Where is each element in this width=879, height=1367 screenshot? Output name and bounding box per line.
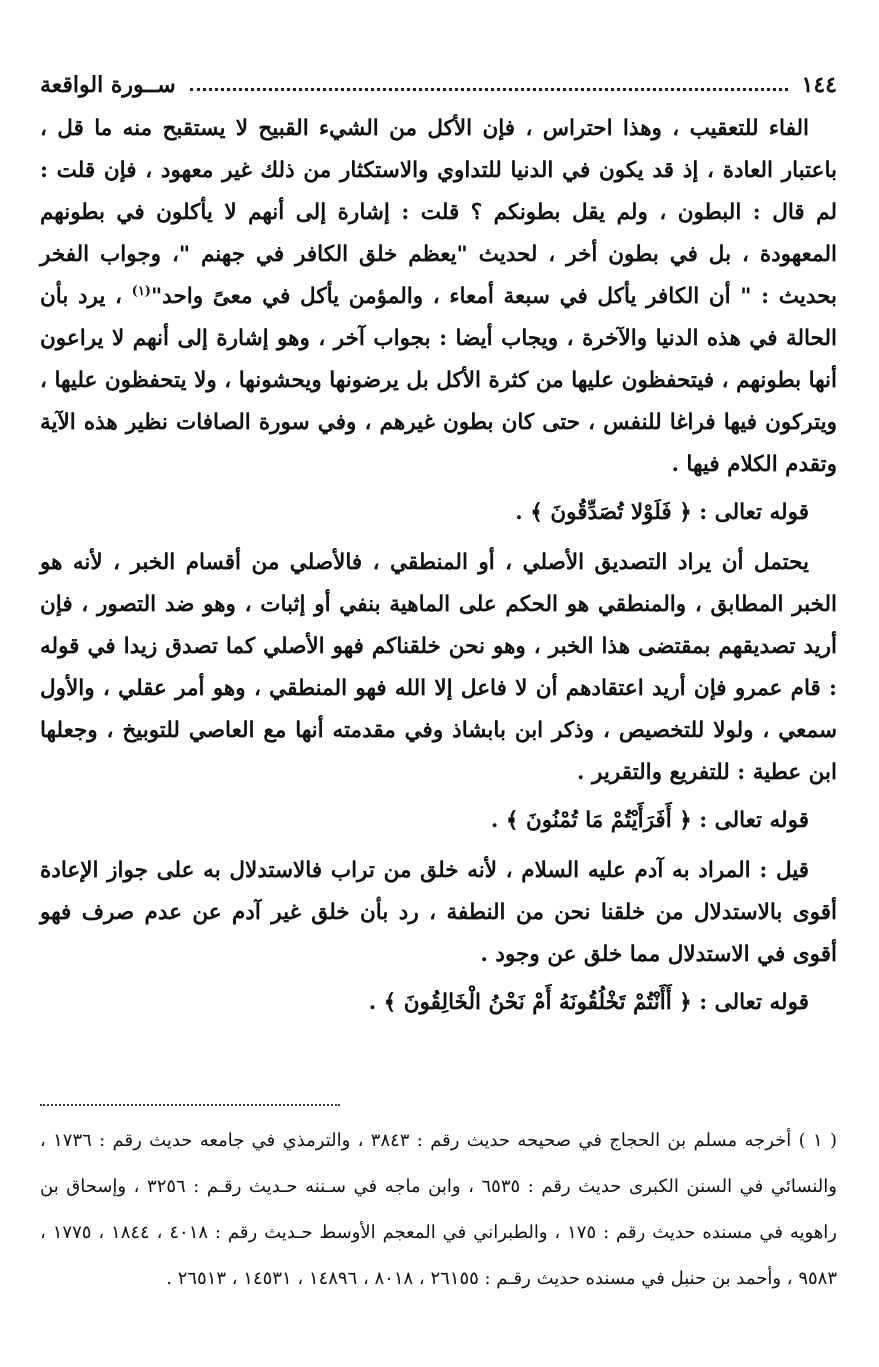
verse-heading: قوله تعالى : ﴿ أَفَرَأَيْتُمْ مَا تُمْنُونَ ﴾ . [490, 808, 809, 833]
header-dotted-leader [190, 88, 788, 91]
surah-title: ســورة الواقعة [40, 72, 176, 98]
main-text [40, 108, 837, 1032]
paragraph-text-continued: ، يرد بأن الحالة في هذه الدنيا والآخرة ، ويجاب أيضا : بجواب آخر ، وهو إشارة إلى أنهم لا يراعون أنها بطونهم ، فيتحفظون عليها من كثرة الأكل بل يرضونها ويحشونها ، ولا يتحفظون عليها ، ويتركون فيها فراغا للنفس ، حتى كان بطون غيرهم ، وفي سورة الصافات نظير هذه الآية وتقدم الكلام فيها . [40, 284, 837, 477]
verse-heading: قوله تعالى : ﴿ أَأَنْتُمْ تَخْلُقُونَهُ أَمْ نَحْنُ الْخَالِقُونَ ﴾ . [368, 990, 809, 1015]
paragraph [40, 108, 837, 486]
footnotes [40, 1118, 837, 1302]
paragraph: يحتمل أن يراد التصديق الأصلي ، أو المنطقي ، فالأصلي من أقسام الخبر ، لأنه هو الخبر المطابق ، والمنطقي هو الحكم على الماهية بنفي أو إثبات ، وهو ضد التصور ، فإن أريد تصديقهم بمقتضى هذا الخبر ، وهو نحن خلقناكم فهو الأصلي كما تصدق زيدا في قوله : قام عمرو فإن أريد اعتقادهم أن لا فاعل إلا الله فهو المنطقي ، وهو أمر عقلي ، والأول سمعي ، ولولا للتخصيص ، وذكر ابن بابشاذ وفي مقدمته أنها مع العاصي للتوبيخ ، وجعلها ابن عطية : للتفريع والتقرير . [40, 550, 837, 785]
footnote-reference[interactable]: (١) [131, 283, 151, 299]
running-header [40, 68, 837, 102]
book-page [40, 0, 837, 1367]
footnote-separator [40, 1104, 340, 1106]
paragraph: قيل : المراد به آدم عليه السلام ، لأنه خلق من تراب فالاستدلال به على جواز الإعادة أقوى بالاستدلال من خلقنا نحن من النطفة ، رد بأن خلق غير آدم عن عدم صرف فهو أقوى في الاستدلال مما خلق عن وجود . [40, 858, 837, 967]
verse-heading: قوله تعالى : ﴿ فَلَوْلا تُصَدِّقُونَ ﴾ . [515, 500, 809, 525]
footnote-1: ( ١ ) أخرجه مسلم بن الحجاج في صحيحه حديث رقم : ٣٨٤٣ ، والترمذي في جامعه حديث رقم : ١٧٣٦ ، والنسائي في السنن الكبرى حديث رقم : ٦٥٣٥ ، وابن ماجه في سـننه حـديث رقـم : ٣٢٥٦ ، وإسحاق بن راهويه في مسنده حديث رقم : ١٧٥ ، والطبراني في المعجم الأوسط حـديث رقم : ٤٠١٨ ، ١٨٤٤ ، ١٧٧٥ ، ٩٥٨٣ ، وأحمد بن حنبل في مسنده حديث رقـم : ٢٦١٥٥ ، ٨٠١٨ ، ١٤٨٩٦ ، ١٤٥٣١ ، ٢٦٥١٣ . [40, 1130, 837, 1289]
paragraph-text: الفاء للتعقيب ، وهذا احتراس ، فإن الأكل من الشيء القبيح لا يستقبح منه ما قل ، باعتبار العادة ، إذ قد يكون في الدنيا للتداوي والاستكثار من ذلك غير معهود ، فإن قلت : لم قال : البطون ، ولم يقل بطونكم ؟ قلت : إشارة إلى أنهم لا يأكلون في بطونهم المعهودة ، بل في بطون أخر ، لحديث "يعظم خلق الكافر في جهنم "، وجواب الفخر بحديث : " أن الكافر يأكل في سبعة أمعاء ، والمؤمن يأكل في معىً واحد" [40, 116, 838, 309]
page-number: ١٤٤ [801, 72, 837, 98]
